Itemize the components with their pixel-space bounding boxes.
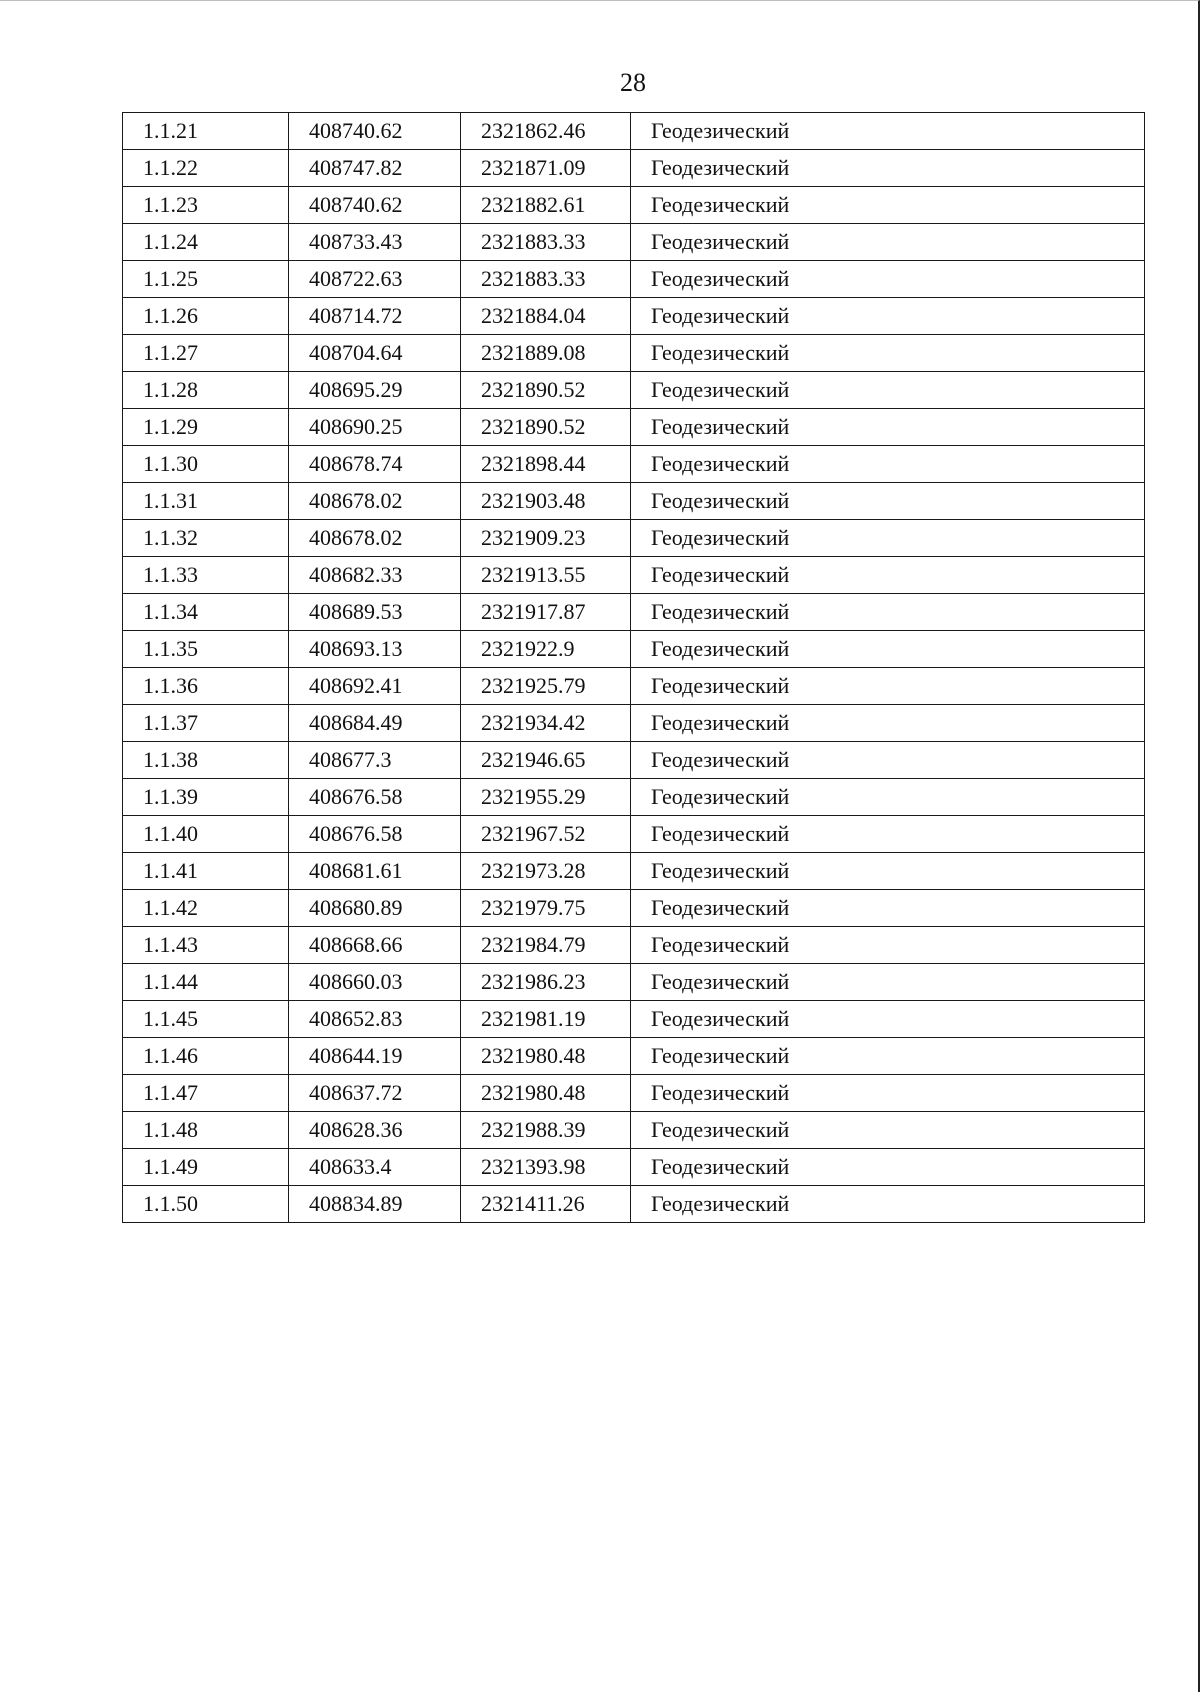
point-id-cell: 1.1.32 <box>123 520 289 557</box>
y-coordinate-cell: 2321913.55 <box>461 557 631 594</box>
method-cell: Геодезический <box>631 816 1145 853</box>
x-coordinate-cell: 408714.72 <box>289 298 461 335</box>
y-coordinate-cell: 2321981.19 <box>461 1001 631 1038</box>
table-row <box>123 1038 1145 1075</box>
method-cell: Геодезический <box>631 150 1145 187</box>
method-cell: Геодезический <box>631 446 1145 483</box>
point-id-cell: 1.1.34 <box>123 594 289 631</box>
point-id-cell: 1.1.41 <box>123 853 289 890</box>
point-id-cell: 1.1.50 <box>123 1186 289 1223</box>
method-cell: Геодезический <box>631 927 1145 964</box>
table-row <box>123 1112 1145 1149</box>
table-row <box>123 261 1145 298</box>
y-coordinate-cell: 2321980.48 <box>461 1038 631 1075</box>
method-cell: Геодезический <box>631 298 1145 335</box>
method-cell: Геодезический <box>631 705 1145 742</box>
coordinates-table <box>122 112 1145 1223</box>
method-cell: Геодезический <box>631 742 1145 779</box>
y-coordinate-cell: 2321898.44 <box>461 446 631 483</box>
point-id-cell: 1.1.35 <box>123 631 289 668</box>
x-coordinate-cell: 408668.66 <box>289 927 461 964</box>
point-id-cell: 1.1.24 <box>123 224 289 261</box>
x-coordinate-cell: 408684.49 <box>289 705 461 742</box>
point-id-cell: 1.1.33 <box>123 557 289 594</box>
method-cell: Геодезический <box>631 890 1145 927</box>
method-cell: Геодезический <box>631 964 1145 1001</box>
x-coordinate-cell: 408678.74 <box>289 446 461 483</box>
x-coordinate-cell: 408689.53 <box>289 594 461 631</box>
point-id-cell: 1.1.42 <box>123 890 289 927</box>
method-cell: Геодезический <box>631 335 1145 372</box>
method-cell: Геодезический <box>631 1001 1145 1038</box>
y-coordinate-cell: 2321925.79 <box>461 668 631 705</box>
table-row <box>123 964 1145 1001</box>
y-coordinate-cell: 2321917.87 <box>461 594 631 631</box>
y-coordinate-cell: 2321980.48 <box>461 1075 631 1112</box>
point-id-cell: 1.1.31 <box>123 483 289 520</box>
y-coordinate-cell: 2321946.65 <box>461 742 631 779</box>
x-coordinate-cell: 408740.62 <box>289 187 461 224</box>
x-coordinate-cell: 408681.61 <box>289 853 461 890</box>
table-row <box>123 446 1145 483</box>
table-row <box>123 927 1145 964</box>
x-coordinate-cell: 408695.29 <box>289 372 461 409</box>
x-coordinate-cell: 408637.72 <box>289 1075 461 1112</box>
point-id-cell: 1.1.21 <box>123 113 289 150</box>
method-cell: Геодезический <box>631 594 1145 631</box>
table-row <box>123 150 1145 187</box>
x-coordinate-cell: 408680.89 <box>289 890 461 927</box>
x-coordinate-cell: 408676.58 <box>289 816 461 853</box>
method-cell: Геодезический <box>631 853 1145 890</box>
table-row <box>123 742 1145 779</box>
method-cell: Геодезический <box>631 779 1145 816</box>
table-row <box>123 853 1145 890</box>
x-coordinate-cell: 408692.41 <box>289 668 461 705</box>
table-row <box>123 779 1145 816</box>
method-cell: Геодезический <box>631 557 1145 594</box>
table-row <box>123 890 1145 927</box>
point-id-cell: 1.1.49 <box>123 1149 289 1186</box>
method-cell: Геодезический <box>631 409 1145 446</box>
table-row <box>123 335 1145 372</box>
x-coordinate-cell: 408676.58 <box>289 779 461 816</box>
x-coordinate-cell: 408747.82 <box>289 150 461 187</box>
point-id-cell: 1.1.39 <box>123 779 289 816</box>
x-coordinate-cell: 408704.64 <box>289 335 461 372</box>
table-row <box>123 1075 1145 1112</box>
point-id-cell: 1.1.28 <box>123 372 289 409</box>
method-cell: Геодезический <box>631 520 1145 557</box>
y-coordinate-cell: 2321411.26 <box>461 1186 631 1223</box>
y-coordinate-cell: 2321393.98 <box>461 1149 631 1186</box>
point-id-cell: 1.1.43 <box>123 927 289 964</box>
point-id-cell: 1.1.27 <box>123 335 289 372</box>
y-coordinate-cell: 2321909.23 <box>461 520 631 557</box>
point-id-cell: 1.1.36 <box>123 668 289 705</box>
y-coordinate-cell: 2321922.9 <box>461 631 631 668</box>
method-cell: Геодезический <box>631 187 1145 224</box>
y-coordinate-cell: 2321934.42 <box>461 705 631 742</box>
point-id-cell: 1.1.23 <box>123 187 289 224</box>
table-row <box>123 668 1145 705</box>
method-cell: Геодезический <box>631 1075 1145 1112</box>
point-id-cell: 1.1.25 <box>123 261 289 298</box>
table-row <box>123 483 1145 520</box>
y-coordinate-cell: 2321889.08 <box>461 335 631 372</box>
table-row <box>123 113 1145 150</box>
point-id-cell: 1.1.45 <box>123 1001 289 1038</box>
point-id-cell: 1.1.38 <box>123 742 289 779</box>
method-cell: Геодезический <box>631 113 1145 150</box>
method-cell: Геодезический <box>631 1112 1145 1149</box>
x-coordinate-cell: 408628.36 <box>289 1112 461 1149</box>
table-row <box>123 594 1145 631</box>
y-coordinate-cell: 2321890.52 <box>461 409 631 446</box>
x-coordinate-cell: 408678.02 <box>289 483 461 520</box>
table-row <box>123 1149 1145 1186</box>
y-coordinate-cell: 2321986.23 <box>461 964 631 1001</box>
table-row <box>123 298 1145 335</box>
x-coordinate-cell: 408733.43 <box>289 224 461 261</box>
y-coordinate-cell: 2321883.33 <box>461 261 631 298</box>
method-cell: Геодезический <box>631 224 1145 261</box>
table-row <box>123 631 1145 668</box>
method-cell: Геодезический <box>631 483 1145 520</box>
method-cell: Геодезический <box>631 1186 1145 1223</box>
y-coordinate-cell: 2321984.79 <box>461 927 631 964</box>
y-coordinate-cell: 2321955.29 <box>461 779 631 816</box>
table-row <box>123 1186 1145 1223</box>
point-id-cell: 1.1.37 <box>123 705 289 742</box>
y-coordinate-cell: 2321882.61 <box>461 187 631 224</box>
coordinates-table-body <box>123 113 1145 1223</box>
page-number: 28 <box>620 68 646 97</box>
point-id-cell: 1.1.22 <box>123 150 289 187</box>
point-id-cell: 1.1.30 <box>123 446 289 483</box>
table-row <box>123 187 1145 224</box>
table-row <box>123 224 1145 261</box>
x-coordinate-cell: 408740.62 <box>289 113 461 150</box>
x-coordinate-cell: 408633.4 <box>289 1149 461 1186</box>
y-coordinate-cell: 2321871.09 <box>461 150 631 187</box>
y-coordinate-cell: 2321988.39 <box>461 1112 631 1149</box>
method-cell: Геодезический <box>631 261 1145 298</box>
y-coordinate-cell: 2321883.33 <box>461 224 631 261</box>
y-coordinate-cell: 2321903.48 <box>461 483 631 520</box>
point-id-cell: 1.1.40 <box>123 816 289 853</box>
y-coordinate-cell: 2321862.46 <box>461 113 631 150</box>
point-id-cell: 1.1.29 <box>123 409 289 446</box>
y-coordinate-cell: 2321973.28 <box>461 853 631 890</box>
table-row <box>123 520 1145 557</box>
table-row <box>123 1001 1145 1038</box>
method-cell: Геодезический <box>631 631 1145 668</box>
point-id-cell: 1.1.47 <box>123 1075 289 1112</box>
y-coordinate-cell: 2321967.52 <box>461 816 631 853</box>
table-row <box>123 372 1145 409</box>
y-coordinate-cell: 2321979.75 <box>461 890 631 927</box>
x-coordinate-cell: 408678.02 <box>289 520 461 557</box>
x-coordinate-cell: 408652.83 <box>289 1001 461 1038</box>
point-id-cell: 1.1.26 <box>123 298 289 335</box>
method-cell: Геодезический <box>631 1038 1145 1075</box>
x-coordinate-cell: 408690.25 <box>289 409 461 446</box>
x-coordinate-cell: 408722.63 <box>289 261 461 298</box>
x-coordinate-cell: 408693.13 <box>289 631 461 668</box>
table-row <box>123 557 1145 594</box>
table-row <box>123 705 1145 742</box>
table-row <box>123 816 1145 853</box>
x-coordinate-cell: 408677.3 <box>289 742 461 779</box>
x-coordinate-cell: 408834.89 <box>289 1186 461 1223</box>
x-coordinate-cell: 408644.19 <box>289 1038 461 1075</box>
y-coordinate-cell: 2321884.04 <box>461 298 631 335</box>
table-row <box>123 409 1145 446</box>
x-coordinate-cell: 408660.03 <box>289 964 461 1001</box>
method-cell: Геодезический <box>631 1149 1145 1186</box>
point-id-cell: 1.1.48 <box>123 1112 289 1149</box>
y-coordinate-cell: 2321890.52 <box>461 372 631 409</box>
point-id-cell: 1.1.46 <box>123 1038 289 1075</box>
method-cell: Геодезический <box>631 668 1145 705</box>
method-cell: Геодезический <box>631 372 1145 409</box>
x-coordinate-cell: 408682.33 <box>289 557 461 594</box>
point-id-cell: 1.1.44 <box>123 964 289 1001</box>
